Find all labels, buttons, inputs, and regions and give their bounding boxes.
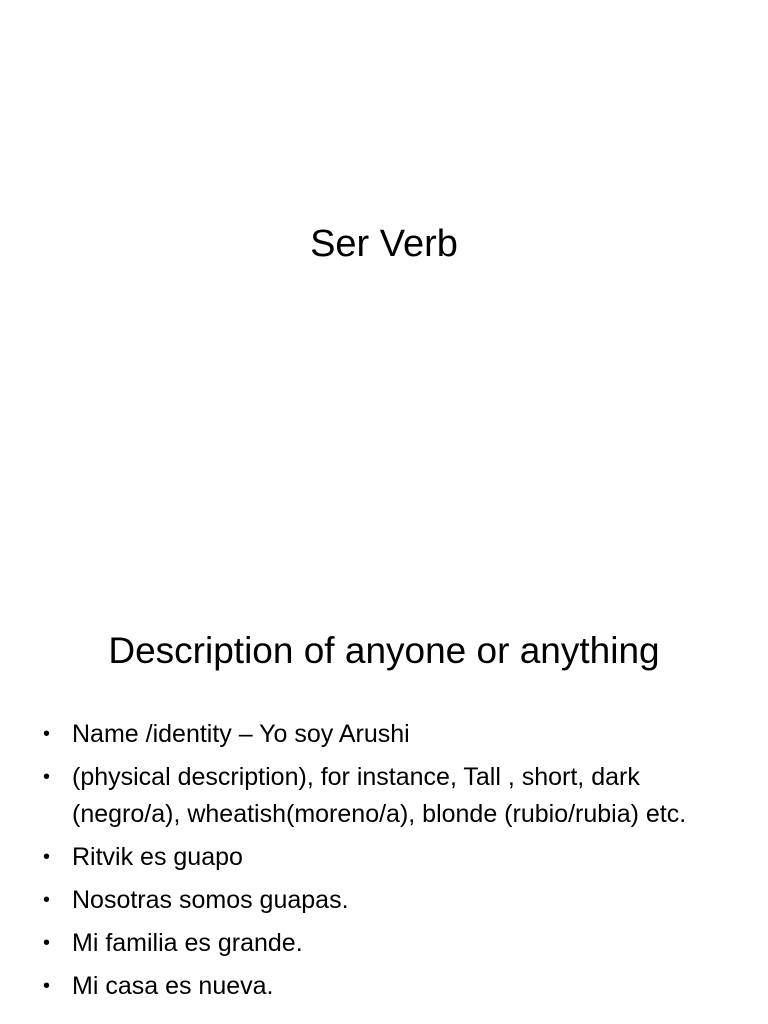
slide-description — [0, 576, 768, 1024]
bullet-item — [40, 716, 730, 753]
bullet-icon: • — [43, 766, 51, 788]
bullet-text: (physical description), for instance, Tall , short, dark (negro/a), wheatish(moreno/a), blonde (rubio/rubia) etc. — [72, 763, 687, 828]
bullet-item — [40, 839, 730, 876]
bullet-icon: • — [43, 889, 51, 911]
bullet-text: Ritvik es guapo — [72, 843, 243, 871]
bullet-icon: • — [43, 932, 51, 954]
bullet-item — [40, 925, 730, 962]
bullet-icon: • — [43, 723, 51, 745]
bullet-text: Mi familia es grande. — [72, 929, 303, 957]
bullet-icon: • — [43, 975, 51, 997]
bullet-list — [40, 716, 730, 1011]
bullet-item — [40, 968, 730, 1005]
slide-title: Ser Verb — [310, 223, 458, 265]
bullet-icon: • — [43, 846, 51, 868]
bullet-text: Name /identity – Yo soy Arushi — [72, 720, 410, 748]
bullet-item — [40, 882, 730, 919]
slide-heading: Description of anyone or anything — [108, 630, 660, 671]
bullet-text: Nosotras somos guapas. — [72, 886, 349, 914]
bullet-item — [40, 759, 730, 833]
bullet-text: Mi casa es nueva. — [72, 972, 274, 1000]
